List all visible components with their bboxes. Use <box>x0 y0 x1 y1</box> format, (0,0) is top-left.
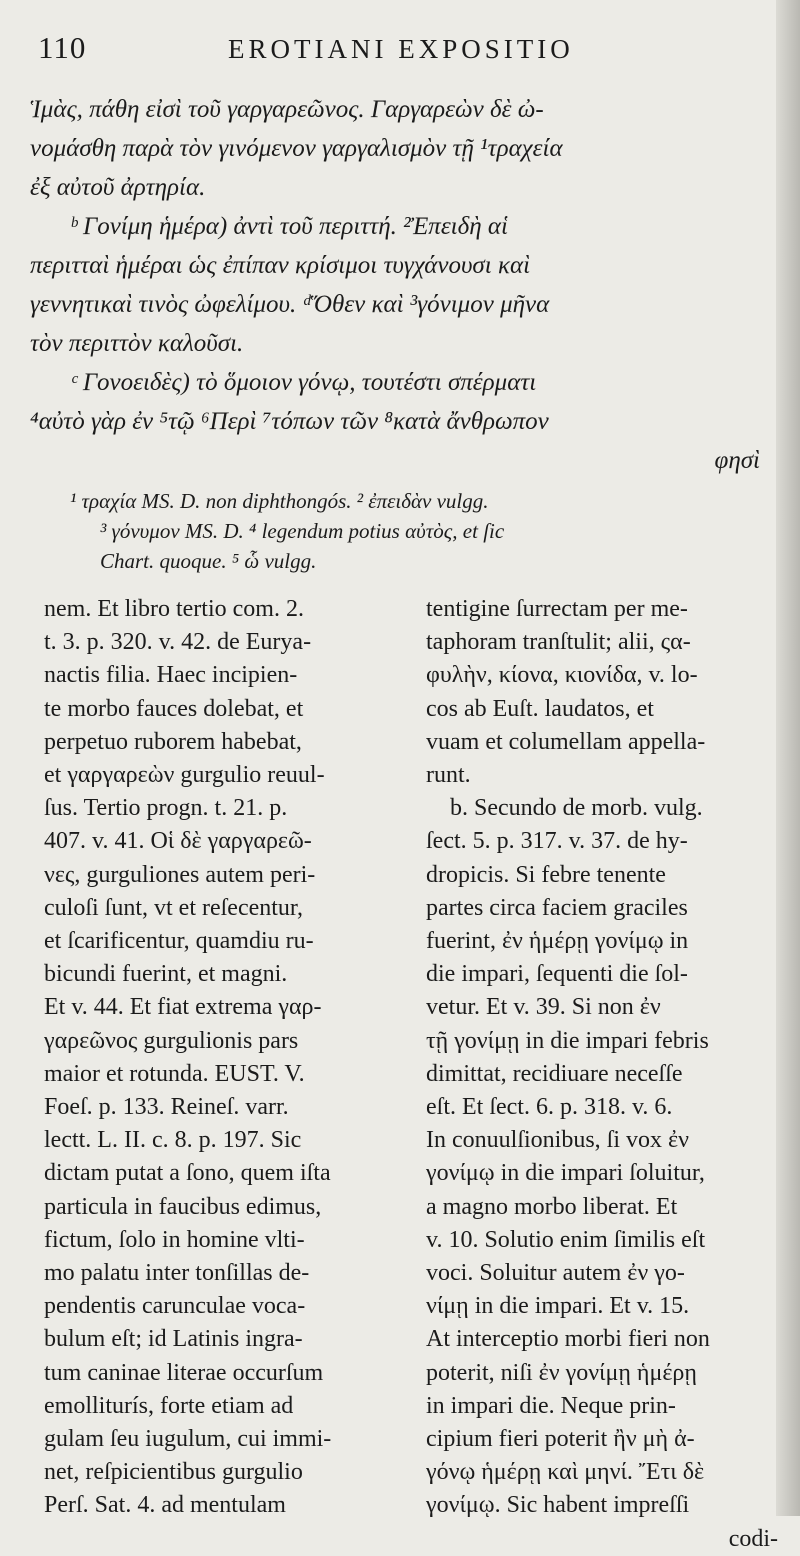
greek-line: ᵇ Γονίμη ἡμέρα) ἀντὶ τοῦ περιττή. ²Ἐπειδὴ αἱ <box>70 213 508 240</box>
left-line: fictum, ſolo in homine vlti- <box>44 1226 305 1253</box>
left-line: maior et rotunda. EUST. V. <box>44 1060 305 1087</box>
left-line: et γαργαρεὼν gurgulio reuul- <box>44 762 325 789</box>
right-line: die impari, ſequenti die ſol- <box>426 961 688 988</box>
left-line: et ſcarificentur, quamdiu ru- <box>44 928 314 955</box>
right-line: tentigine ſurrectam per me- <box>426 596 688 622</box>
right-line: cipium fieri poterit ἢν μὴ ἀ- <box>426 1426 695 1453</box>
footnote-line: ³ γόνυμον MS. D. ⁴ legendum potius αὐτὸς, et ſic <box>100 519 505 543</box>
page-header <box>38 30 760 70</box>
left-line: net, reſpicientibus gurgulio <box>44 1459 303 1486</box>
left-column <box>44 593 404 1523</box>
greek-line: νομάσθη παρὰ τὸν γινόμενον γαργαλισμὸν τῇ ¹τραχεία <box>30 135 563 162</box>
right-line: cos ab Euſt. laudatos, et <box>426 695 654 722</box>
right-line: v. 10. Solutio enim ſimilis eſt <box>426 1226 706 1253</box>
right-line: partes circa faciem graciles <box>426 894 688 921</box>
left-line: pendentis carunculae voca- <box>44 1293 306 1320</box>
left-line: Foeſ. p. 133. Reineſ. varr. <box>44 1094 289 1121</box>
right-line: νίμῃ in die impari. Et v. 15. <box>426 1293 690 1320</box>
greek-line: Ἱμὰς, πάθη εἰσὶ τοῦ γαργαρεῶνος. Γαργαρεὼν δὲ ὠ- <box>30 96 544 123</box>
left-line: ſus. Tertio progn. t. 21. p. <box>44 795 288 822</box>
page-number: 110 <box>38 30 87 65</box>
left-line: dictam putat a ſono, quem iſta <box>44 1160 331 1187</box>
left-line: particula in faucibus edimus, <box>44 1193 322 1220</box>
right-line: γόνῳ ἡμέρῃ καὶ μηνί. Ἔτι δὲ <box>426 1459 705 1486</box>
right-column <box>426 593 778 1556</box>
greek-line: τὸν περιττὸν καλοῦσι. <box>30 330 244 357</box>
greek-line: φησὶ <box>714 447 760 474</box>
right-line: b. Secundo de morb. vulg. <box>450 795 703 822</box>
right-line: runt. <box>426 762 471 789</box>
left-line: nactis filia. Haec incipien- <box>44 662 298 689</box>
right-line: a magno morbo liberat. Et <box>426 1193 678 1220</box>
greek-line: γεννητικαὶ τινὸς ὠφελίμου. ᵈὍθεν καὶ ³γόνιμον μῆνα <box>30 291 550 318</box>
right-line: dimittat, recidiuare neceſſe <box>426 1060 683 1087</box>
greek-line: ᶜ Γονοειδὲς) τὸ ὅμοιον γόνῳ, τουτέστι σπέρματι <box>70 369 537 396</box>
left-line: gulam ſeu iugulum, cui immi- <box>44 1426 332 1453</box>
left-line: culoſi ſunt, vt et reſecentur, <box>44 894 303 921</box>
left-line: lectt. L. II. c. 8. p. 197. Sic <box>44 1127 302 1154</box>
left-line: nem. Et libro tertio com. 2. <box>44 596 304 622</box>
right-line: γονίμῳ. Sic habent impreſſi <box>426 1492 690 1519</box>
page-edge-shadow <box>776 0 800 1516</box>
right-line: γονίμῳ in die impari ſoluitur, <box>426 1160 705 1187</box>
right-line: voci. Soluitur autem ἐν γο- <box>426 1260 685 1287</box>
running-head: EROTIANI EXPOSITIO <box>228 34 574 64</box>
right-line: poterit, niſi ἐν γονίμῃ ἡμέρῃ <box>426 1359 697 1386</box>
left-line: γαρεῶνος gurgulionis pars <box>44 1027 299 1054</box>
right-line: eſt. Et ſect. 6. p. 318. v. 6. <box>426 1094 673 1121</box>
footnote-line: Chart. quoque. ⁵ ὧ vulgg. <box>100 549 317 573</box>
left-line: tum caninae literae occurſum <box>44 1359 324 1386</box>
left-line: mo palatu inter tonſillas de- <box>44 1260 310 1287</box>
footnotes <box>40 486 770 576</box>
right-line: vetur. Et v. 39. Si non ἐν <box>426 994 661 1021</box>
right-line: fuerint, ἐν ἡμέρῃ γονίμῳ in <box>426 928 689 955</box>
right-line: taphoram tranſtulit; alii, ςα- <box>426 629 691 656</box>
right-line: τῇ γονίμῃ in die impari febris <box>426 1027 709 1054</box>
left-line: Perſ. Sat. 4. ad mentulam <box>44 1492 286 1519</box>
left-line: te morbo fauces dolebat, et <box>44 695 304 722</box>
greek-line: ⁴αὐτὸ γὰρ ἐν ⁵τῷ ⁶Περὶ ⁷τόπων τῶν ⁸κατὰ ἄνθρωπον <box>30 408 549 435</box>
left-line: t. 3. p. 320. v. 42. de Eurya- <box>44 629 312 656</box>
right-line: ſect. 5. p. 317. v. 37. de hy- <box>426 828 688 855</box>
right-line: φυλὴν, κίονα, κιονίδα, v. lo- <box>426 662 698 689</box>
left-line: 407. v. 41. Οἱ δὲ γαργαρεῶ- <box>44 828 312 855</box>
left-line: bicundi fuerint, et magni. <box>44 961 288 988</box>
right-line: dropicis. Si febre tenente <box>426 861 666 888</box>
left-line: Et v. 44. Et fiat extrema γαρ- <box>44 994 322 1021</box>
greek-text-block <box>30 90 770 480</box>
footnote-line: ¹ τραχία MS. D. non diphthongós. ² ἐπειδὰν vulgg. <box>70 489 489 513</box>
left-line: perpetuo ruborem habebat, <box>44 728 302 755</box>
right-line: in impari die. Neque prin- <box>426 1392 676 1419</box>
right-line: In conuulſionibus, ſi vox ἐν <box>426 1127 689 1154</box>
left-line: νες, gurguliones autem peri- <box>44 861 316 888</box>
greek-line: περιτταὶ ἡμέραι ὡς ἐπίπαν κρίσιμοι τυγχάνουσι καὶ <box>30 252 531 279</box>
greek-line: ἐξ αὐτοῦ ἀρτηρία. <box>30 174 206 201</box>
left-line: bulum eſt; id Latinis ingra- <box>44 1326 303 1353</box>
right-line: At interceptio morbi fieri non <box>426 1326 710 1353</box>
right-line: codi- <box>728 1525 778 1552</box>
right-line: vuam et columellam appella- <box>426 728 706 755</box>
left-line: emolliturís, forte etiam ad <box>44 1392 294 1419</box>
